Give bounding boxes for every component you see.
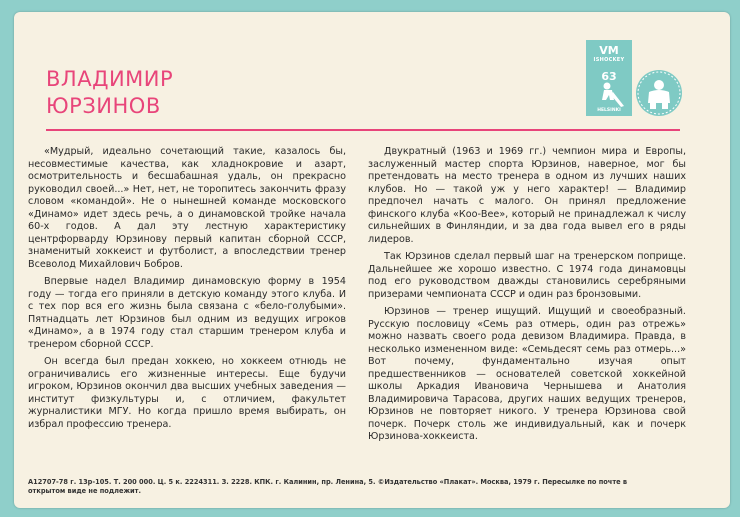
paragraph: Так Юрзинов сделал первый шаг на тренерском поприще. Дальнейшее же хорошо известно. С 1974 года динамовцы под его руководством дважды становились серебряными призерами чемпионата СССР и один раз бронзовыми. — [368, 251, 686, 300]
title-underline — [46, 129, 680, 131]
championship-emblem — [586, 40, 632, 116]
text-column-left — [28, 146, 346, 436]
player-name-title — [46, 66, 173, 120]
emblem-subtitle: ISHOCKEY — [593, 57, 625, 63]
text-column-right — [368, 146, 686, 449]
emblem-city: HELSINKI — [597, 108, 621, 113]
paragraph: Впервые надел Владимир динамовскую форму в 1954 году — тогда его приняли в детскую команду этого клуба. И с тех пор вся его жизнь была связана с «бело-голубыми». Пятнадцать лет Юрзинов был одним из ведущих игроков «Динамо», а в 1974 году стал старшим тренером клуба и тренером сборной СССР. — [28, 276, 346, 350]
emblem-abbr: VM — [599, 44, 619, 57]
title-last-name: ЮРЗИНОВ — [46, 94, 161, 118]
goalie-badge — [636, 70, 682, 116]
title-first-name: ВЛАДИМИР — [46, 67, 174, 91]
emblem-year: 63 — [601, 70, 617, 83]
paragraph: «Мудрый, идеально сочетающий такие, казалось бы, несовместимые качества, как хладнокровие и азарт, осмотрительность и бесшабашная удаль, он прекрасно руководил своей...» Нет, нет, не торопитесь закончить фразу словом «командой». Не о нынешней команде московского «Динамо» идет здесь речь, а о динамовской тройке начала 60-х годов. А дал эту лестную характеристику центрфорварду Юрзинову первый капитан сборной СССР, знаменитый хоккеист и футболист, а впоследствии тренер Всеволод Михайлович Бобров. — [28, 146, 346, 270]
hockey-player-icon — [586, 40, 632, 116]
paragraph: Двукратный (1963 и 1969 гг.) чемпион мира и Европы, заслуженный мастер спорта Юрзинов, наверное, мог бы претендовать на место тренера в одном из лучших наших клубов. Но — такой уж у него характер! — Владимир предпочел начать с малого. Он принял предложение финского клуба «Коо-Вее», который не принадлежал к числу сильнейших в Финляндии, и за два года вывел его в ряды лидеров. — [368, 146, 686, 245]
imprint-line: открытом виде не подлежит. — [28, 487, 141, 495]
publication-imprint — [28, 478, 698, 496]
goalie-icon — [636, 70, 682, 116]
paragraph: Юрзинов — тренер ищущий. Ищущий и своеобразный. Русскую пословицу «Семь раз отмерь, один раз отрежь» можно назвать своего рода девизом Владимира. Правда, в несколько измененном виде: «Семьдесят семь раз отмерь...» Вот почему, фундаментально изучая опыт предшественников — основателей советской хоккейной школы Аркадия Ивановича Чернышева и Анатолия Владимировича Тарасова, других наших ведущих тренеров, Юрзинов не повторяет никого. У тренера Юрзинова свой почерк. Почерк столь же индивидуальный, как и почерк Юрзинова-хоккеиста. — [368, 306, 686, 442]
imprint-line: А12707-78 г. 13р-105. Т. 200 000. Ц. 5 к. 2224311. З. 2228. КПК. г. Калинин, пр. Ленина, 5. ©Издательство «Плакат». Москва, 1979 г. Пересылке по почте в — [28, 478, 628, 486]
paragraph: Он всегда был предан хоккею, но хоккеем отнюдь не ограничивались его жизненные интересы. Еще будучи игроком, Юрзинов окончил два высших учебных заведения — институт физкультуры и, с отличием, факультет журналистики МГУ. Но когда пришло время выбирать, он избрал профессию тренера. — [28, 356, 346, 430]
